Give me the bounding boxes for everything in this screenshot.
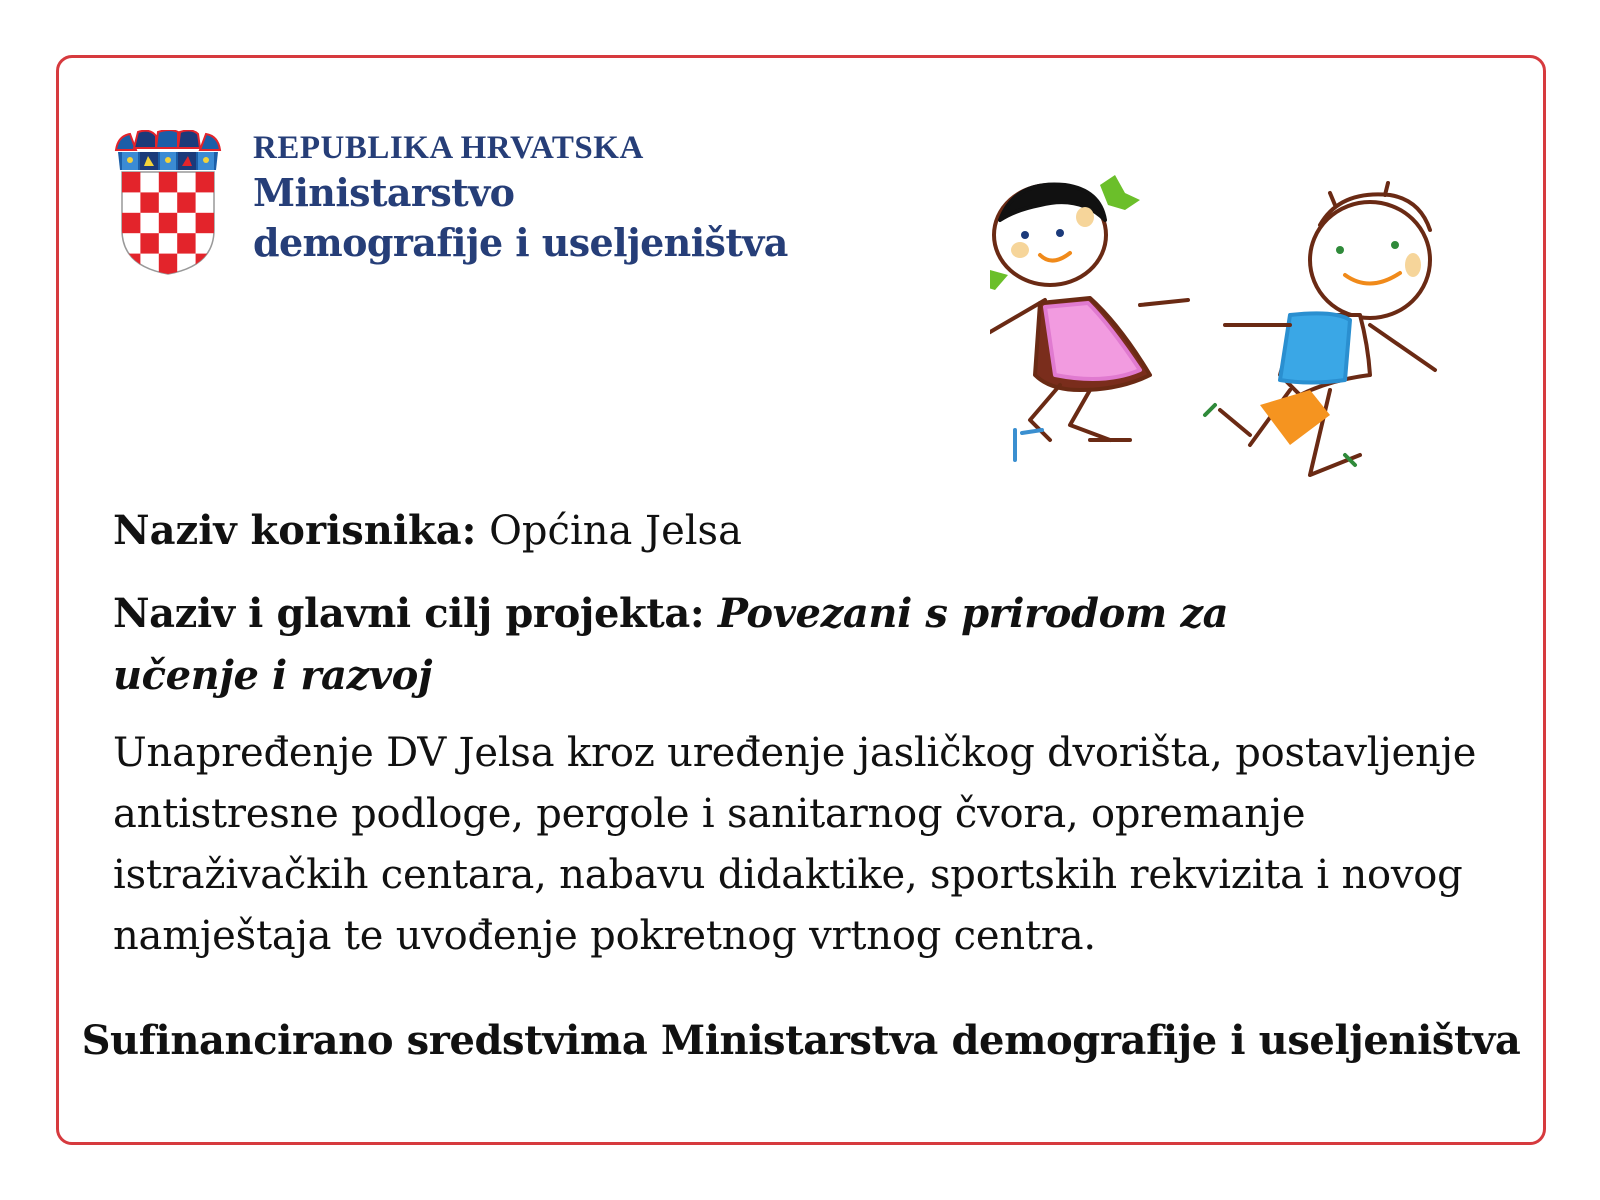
beneficiary-line (113, 505, 1513, 557)
project-description: Unapređenje DV Jelsa kroz uređenje jasličkog dvorišta, postavljenje antistresne podloge, pergole i sanitarnog čvora, opremanje istraživačkih centara, nabavu didaktike, sportskih rekvizita i novog namještaja te uvođenje pokretnog vrtnog centra. (113, 730, 1477, 959)
country-name: REPUBLIKA HRVATSKA (253, 130, 644, 166)
coat-of-arms-icon (114, 130, 222, 276)
project-line (113, 583, 1383, 707)
project-label: Naziv i glavni cilj projekta: (113, 590, 705, 637)
ministry-name-line2: demografije i useljeništva (253, 220, 788, 265)
content-block (113, 505, 1513, 967)
beneficiary-value: Općina Jelsa (489, 508, 742, 554)
beneficiary-label: Naziv korisnika: (113, 507, 477, 554)
jumping-children-illustration (990, 175, 1490, 495)
ministry-header (253, 128, 788, 268)
ministry-name-line1: Ministarstvo (253, 170, 515, 215)
funding-note: Sufinancirano sredstvima Ministarstva demografije i useljeništva (81, 1017, 1521, 1064)
project-title: Povezani s prirodom za učenje i razvoj (113, 590, 1229, 699)
